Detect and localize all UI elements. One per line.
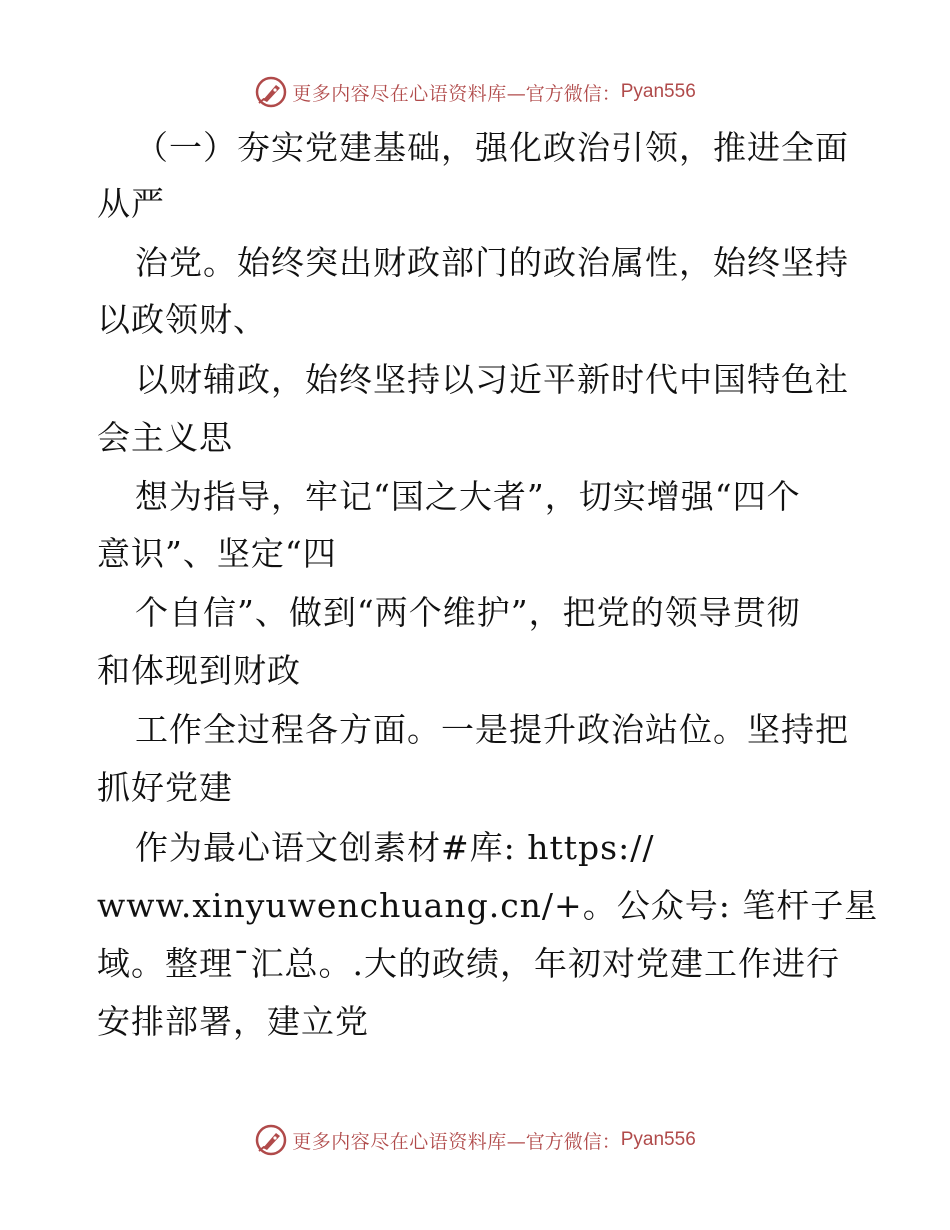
body-line: 作为最心语文创素材#库: https:// bbox=[135, 828, 655, 867]
body-line: 安排部署，建立党 bbox=[97, 1002, 369, 1041]
banner-separator: —官方微信： bbox=[506, 82, 621, 105]
body-line: 想为指导，牢记“国之大者”，切实增强“四个 bbox=[135, 477, 801, 516]
body-line: www.xinyuwenchuang.cn/+。公众号: 笔杆子星 bbox=[97, 886, 879, 925]
body-line: 工作全过程各方面。一是提升政治站位。坚持把 bbox=[135, 710, 849, 749]
banner-wechat-id: Pyan556 bbox=[620, 1129, 696, 1150]
banner-text: 更多内容尽在心语资料库 bbox=[292, 82, 507, 105]
pen-nib-logo-icon bbox=[254, 75, 288, 109]
body-line: 以财辅政，始终坚持以习近平新时代中国特色社 bbox=[135, 360, 849, 399]
pen-nib-logo-icon bbox=[254, 1123, 288, 1157]
header-banner bbox=[0, 72, 950, 112]
body-line: 域。整理¯汇总。.大的政绩，年初对党建工作进行 bbox=[97, 944, 840, 983]
body-line: 以政领财、 bbox=[97, 300, 267, 339]
banner-wechat-id: Pyan556 bbox=[620, 81, 696, 102]
body-line: 和体现到财政 bbox=[97, 651, 301, 690]
body-line: 意识”、坚定“四 bbox=[97, 534, 337, 573]
body-line: （一）夯实党建基础，强化政治引领，推进全面 bbox=[135, 128, 849, 167]
body-line: 治党。始终突出财政部门的政治属性，始终坚持 bbox=[135, 243, 849, 282]
body-line: 会主义思 bbox=[97, 418, 233, 457]
footer-banner bbox=[0, 1120, 950, 1160]
body-line: 抓好党建 bbox=[97, 768, 233, 807]
body-line: 从严 bbox=[97, 184, 165, 223]
body-line: 个自信”、做到“两个维护”，把党的领导贯彻 bbox=[135, 593, 801, 632]
banner-text: 更多内容尽在心语资料库 bbox=[292, 1130, 507, 1153]
banner-separator: —官方微信： bbox=[506, 1130, 621, 1153]
